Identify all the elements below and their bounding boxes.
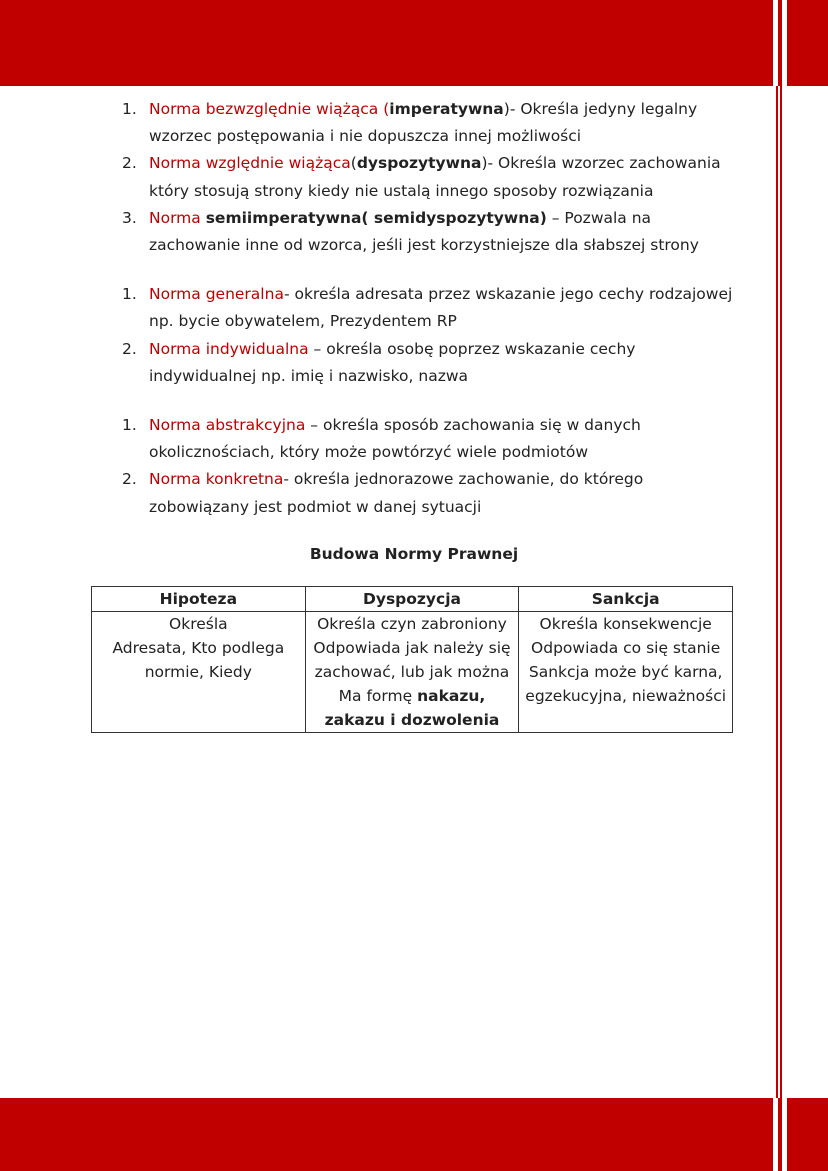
list-number: 2. bbox=[122, 470, 137, 489]
list-item bbox=[0, 412, 739, 466]
document-body bbox=[0, 96, 780, 521]
spacer bbox=[0, 259, 780, 281]
definition: – Pozwala na zachowanie inne od wzorca, jeśli jest korzystniejsze dla słabszej strony bbox=[149, 208, 699, 255]
list-number: 2. bbox=[122, 339, 137, 358]
cell-text: Określa bbox=[169, 615, 228, 633]
list-number: 1. bbox=[122, 416, 137, 435]
table-row bbox=[92, 612, 733, 733]
margin-divider bbox=[782, 0, 787, 1171]
term: Norma abstrakcyjna bbox=[149, 416, 306, 435]
cell-text: Sankcja może być karna, egzekucyjna, nieważności bbox=[525, 663, 727, 705]
list-item bbox=[0, 205, 739, 259]
list-item bbox=[0, 96, 739, 150]
budowa-normy-table bbox=[91, 586, 733, 733]
list-number: 2. bbox=[122, 154, 137, 173]
definition: – określa sposób zachowania się w danych okolicznościach, który może powtórzyć wiele podmiotów bbox=[149, 416, 641, 462]
list-number: 1. bbox=[122, 100, 137, 118]
term: Norma generalna bbox=[149, 285, 284, 304]
term: Norma bezwzględnie wiążąca bbox=[149, 100, 379, 118]
list-normy-adresat bbox=[0, 281, 780, 390]
table-header-row bbox=[92, 587, 733, 612]
cell-text-bold: nakazu, zakazu i dozwolenia bbox=[324, 687, 500, 729]
list-item bbox=[0, 336, 739, 390]
term: Norma względnie wiążąca bbox=[149, 154, 351, 173]
cell-text: Odpowiada jak należy się zachować, lub jak można bbox=[313, 639, 511, 681]
cell-text: Określa czyn zabroniony bbox=[317, 615, 507, 633]
term: Norma konkretna bbox=[149, 470, 284, 489]
cell-text-prefix: Ma formę bbox=[338, 687, 418, 705]
top-red-band bbox=[0, 0, 828, 86]
cell-dyspozycja bbox=[305, 612, 519, 733]
cell-text: Odpowiada co się stanie bbox=[531, 639, 721, 657]
cell-text bbox=[310, 684, 515, 732]
definition: – określa osobę poprzez wskazanie cechy indywidualnej np. imię i nazwisko, nazwa bbox=[149, 339, 636, 385]
definition: )- Określa wzorzec zachowania który stosują strony kiedy nie ustalą innego sposoby rozwiązania bbox=[149, 154, 721, 200]
list-normy-wiazace bbox=[0, 96, 780, 259]
paren: ( bbox=[350, 154, 357, 173]
cell-hipoteza bbox=[92, 612, 306, 733]
paren: ( bbox=[378, 100, 390, 118]
header-hipoteza: Hipoteza bbox=[92, 587, 306, 612]
table-title: Budowa Normy Prawnej bbox=[309, 545, 519, 563]
list-number: 1. bbox=[122, 285, 137, 304]
term-bold: dyspozytywna bbox=[356, 154, 482, 173]
definition: )- Określa jedyny legalny wzorzec postępowania i nie dopuszcza innej możliwości bbox=[149, 100, 698, 146]
list-item bbox=[0, 466, 739, 520]
definition: - określa jednorazowe zachowanie, do którego zobowiązany jest podmiot w danej sytuacji bbox=[149, 470, 644, 516]
list-item bbox=[0, 150, 739, 204]
term-bold: semiimperatywna( semidyspozytywna) bbox=[205, 208, 547, 227]
list-normy-zachowanie bbox=[0, 412, 780, 521]
bottom-red-band bbox=[0, 1098, 828, 1171]
cell-sankcja bbox=[519, 612, 733, 733]
cell-text: Adresata, Kto podlega normie, Kiedy bbox=[112, 639, 285, 681]
term-bold: imperatywna bbox=[389, 100, 504, 118]
definition: - określa adresata przez wskazanie jego cechy rodzajowej np. bycie obywatelem, Prezydentem RP bbox=[149, 285, 733, 331]
spacer bbox=[0, 390, 780, 412]
list-number: 3. bbox=[122, 208, 137, 227]
margin-red-line bbox=[780, 86, 782, 1098]
term: Norma bbox=[149, 208, 206, 227]
header-dyspozycja: Dyspozycja bbox=[305, 587, 519, 612]
term: Norma indywidualna bbox=[149, 339, 309, 358]
list-item bbox=[0, 281, 739, 335]
header-sankcja: Sankcja bbox=[519, 587, 733, 612]
cell-text: Określa konsekwencje bbox=[539, 615, 712, 633]
